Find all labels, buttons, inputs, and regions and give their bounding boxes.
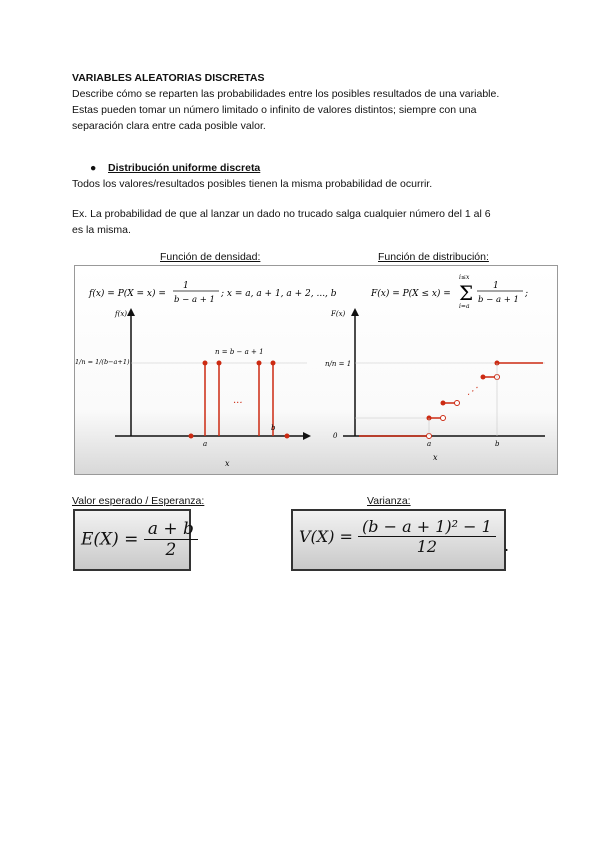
dist-frac-den: b − a + 1 xyxy=(478,295,519,305)
variance-den: 12 xyxy=(416,537,438,556)
density-frac-den: b − a + 1 xyxy=(174,295,215,305)
variance-label: Varianza: xyxy=(367,495,411,507)
dist-formula-end: ; xyxy=(525,289,529,299)
distribution-label: Función de distribución: xyxy=(378,251,489,263)
dist-open-2 xyxy=(455,401,460,406)
dist-b-label: b xyxy=(495,440,500,448)
dist-dots: ⋰ xyxy=(467,386,477,397)
density-y-label: 1/n = 1/(b−a+1) xyxy=(75,358,130,366)
expected-num: a + b xyxy=(144,519,198,540)
expected-formula-box xyxy=(73,509,194,571)
density-point-3 xyxy=(257,361,262,366)
graphs-figure xyxy=(74,265,558,475)
sigma-upper: i≤x xyxy=(459,274,470,281)
variance-fraction xyxy=(358,517,496,556)
expected-den: 2 xyxy=(165,540,177,560)
density-zero-right xyxy=(285,434,290,439)
expected-label: Valor esperado / Esperanza: xyxy=(72,495,205,507)
intro-line-3: separación clara entre cada posible valor. xyxy=(72,120,266,132)
example-line-1: Ex. La probabilidad de que al lanzar un dado no trucado salga cualquier número del 1 al 6 xyxy=(72,208,491,220)
distribution-formula: F(x) = P(X ≤ x) = xyxy=(371,289,451,299)
page-heading: VARIABLES ALEATORIAS DISCRETAS xyxy=(72,72,265,84)
density-n-label: n = b − a + 1 xyxy=(215,348,264,356)
dist-open-1 xyxy=(441,416,446,421)
expected-fraction xyxy=(144,519,198,560)
section-title: Distribución uniforme discreta xyxy=(108,162,261,174)
sigma-icon: Σ xyxy=(459,281,474,305)
density-frac-num: 1 xyxy=(183,281,189,291)
variance-formula-box xyxy=(291,509,506,571)
graphs-svg xyxy=(75,266,557,474)
dist-closed-3 xyxy=(481,375,486,380)
density-formula: f(x) = P(X = x) = xyxy=(89,289,166,299)
dist-closed-2 xyxy=(441,401,446,406)
dist-frac-num: 1 xyxy=(493,281,499,291)
dist-zero-label: 0 xyxy=(333,432,338,440)
density-x-label: x xyxy=(225,459,230,468)
dist-x-label: x xyxy=(433,453,438,462)
example-line-2: es la misma. xyxy=(72,224,131,236)
dist-y-arrow xyxy=(351,308,359,316)
dist-one-label: n/n = 1 xyxy=(325,360,352,368)
density-zero-left xyxy=(189,434,194,439)
density-x-arrow xyxy=(303,432,311,440)
density-a-label: a xyxy=(203,440,208,448)
section-line: Todos los valores/resultados posibles tienen la misma probabilidad de ocurrir. xyxy=(72,178,433,190)
dist-a-label: a xyxy=(427,440,432,448)
variance-lhs: V(X) = xyxy=(299,527,353,546)
variance-num: (b − a + 1)² − 1 xyxy=(358,517,496,537)
sigma-lower: i=a xyxy=(459,303,470,310)
density-dots: ··· xyxy=(233,398,243,409)
dist-Fx-label: F(x) xyxy=(331,310,346,318)
expected-lhs: E(X) = xyxy=(81,529,139,550)
intro-line-2: Estas pueden tomar un número limitado o infinito de valores distintos; siempre con una xyxy=(72,104,477,116)
intro-line-1: Describe cómo se reparten las probabilidades entre los posibles resultados de una variable. xyxy=(72,88,500,100)
density-b-label: b xyxy=(271,424,276,432)
density-y-arrow xyxy=(127,308,135,316)
density-point-2 xyxy=(217,361,222,366)
density-formula-range: ; x = a, a + 1, a + 2, ..., b xyxy=(221,289,337,299)
variance-trail: . xyxy=(504,536,510,555)
density-label: Función de densidad: xyxy=(160,251,261,263)
bullet-icon: ● xyxy=(90,162,97,174)
density-point-4 xyxy=(271,361,276,366)
density-point-1 xyxy=(203,361,208,366)
density-fx-label: f(x) xyxy=(115,310,128,318)
